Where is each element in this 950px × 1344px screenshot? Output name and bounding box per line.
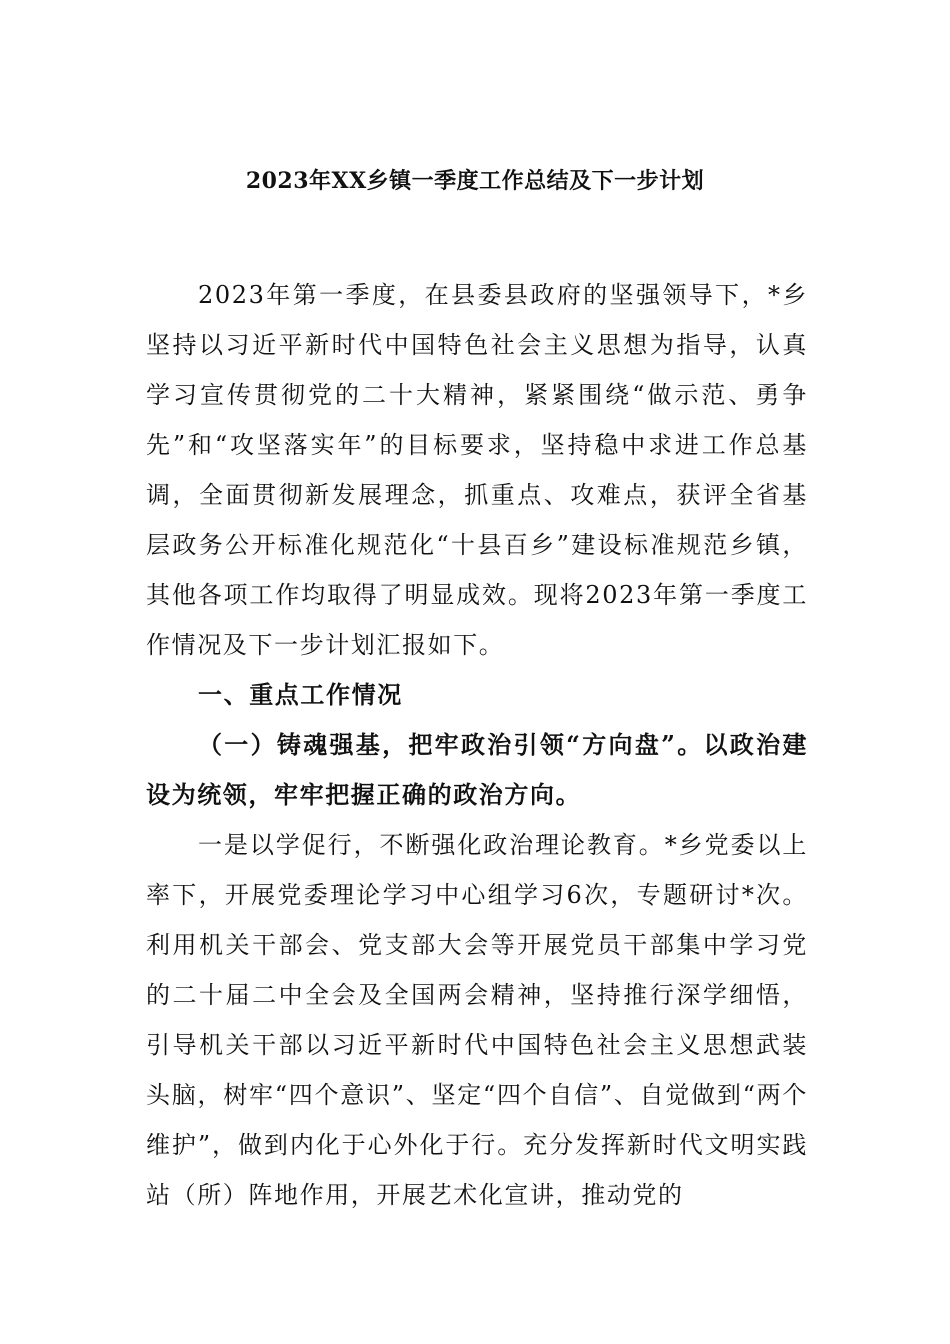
- document-title: 2023年XX乡镇一季度工作总结及下一步计划: [245, 168, 705, 194]
- body-paragraph: 一是以学促行，不断强化政治理论教育。*乡党委以上率下，开展党委理论学习中心组学习6次，专题研讨*次。利用机关干部会、党支部大会等开展党员干部集中学习党的二十届二中全会及全国两会精神，坚持推行深学细悟，引导机关干部以习近平新时代中国特色社会主义思想武装头脑，树牢“四个意识”、坚定“四个自信”、自觉做到“两个维护”，做到内化于心外化于行。充分发挥新时代文明实践站（所）阵地作用，开展艺术化宣讲，推动党的: [146, 831, 808, 1209]
- section-heading: 一、重点工作情况: [198, 680, 403, 709]
- subsection-heading: （一）铸魂强基，把牢政治引领“方向盘”。以政治建设为统领，牢牢把握正确的政治方向。: [146, 730, 808, 809]
- document-body: [146, 270, 808, 1220]
- intro-paragraph: 2023年第一季度，在县委县政府的坚强领导下，*乡坚持以习近平新时代中国特色社会主义思想为指导，认真学习宣传贯彻党的二十大精神，紧紧围绕“做示范、勇争先”和“攻坚落实年”的目标要求，坚持稳中求进工作总基调，全面贯彻新发展理念，抓重点、攻难点，获评全省基层政务公开标准化规范化“十县百乡”建设标准规范乡镇，其他各项工作均取得了明显成效。现将2023年第一季度工作情况及下一步计划汇报如下。: [146, 281, 808, 659]
